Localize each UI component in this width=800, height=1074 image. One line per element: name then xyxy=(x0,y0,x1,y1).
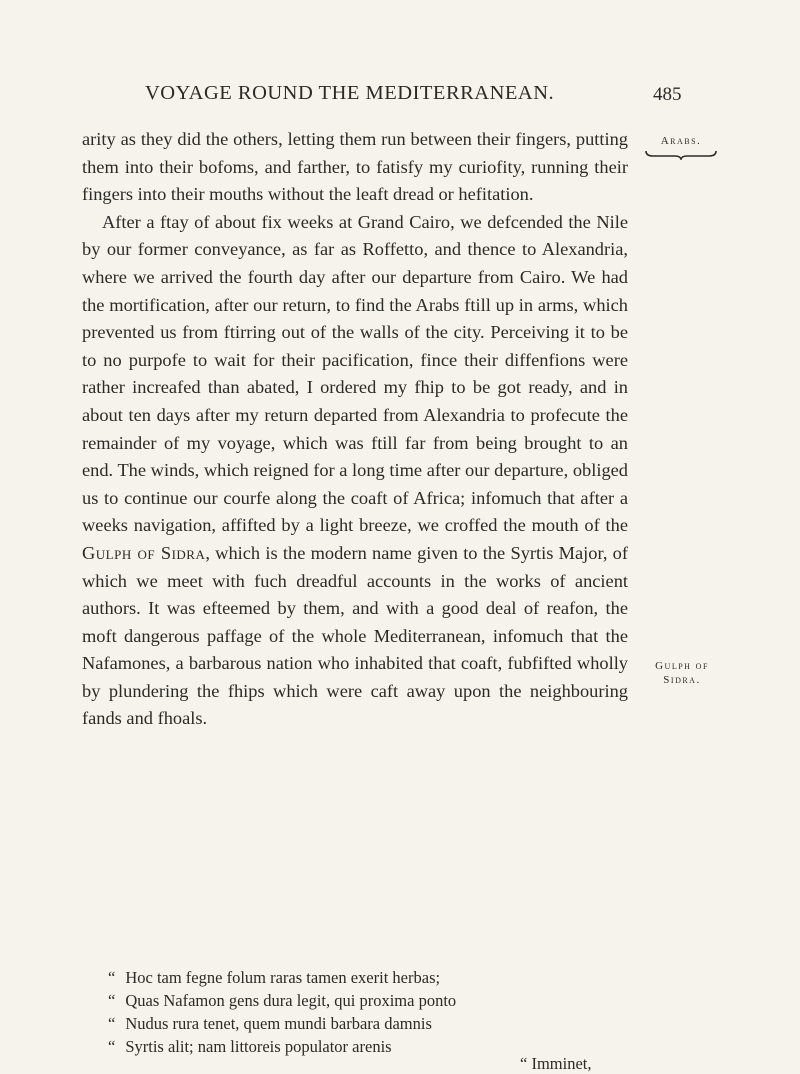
quote-mark: “ xyxy=(108,968,116,987)
quote-mark: “ xyxy=(108,1037,116,1056)
margin-note-arabs-label: Arabs. xyxy=(660,135,702,147)
margin-note-gulph-line2: Sidra. xyxy=(663,674,701,686)
page-number: 485 xyxy=(653,84,682,105)
margin-note-arabs xyxy=(636,134,726,160)
brace-icon xyxy=(645,150,717,160)
verse-line-text: Syrtis alit; nam littoreis populator arenis xyxy=(125,1037,392,1056)
quote-mark: “ xyxy=(108,1014,116,1033)
paragraph-2 xyxy=(82,209,628,733)
paragraph-1: arity as they did the others, letting them run between their fingers, putting them into their bofoms, and farther, to fatisfy my curiofity, running their fingers into their mouths without the leaft dread or hefitation. xyxy=(82,129,628,205)
running-title: VOYAGE ROUND THE MEDITERRANEAN. xyxy=(145,82,555,104)
body-text xyxy=(82,126,628,733)
verse-line xyxy=(108,1012,456,1035)
verse-line xyxy=(108,989,456,1012)
gulph-of-sidra-small-caps: Gulph of Sidra xyxy=(82,542,206,563)
margin-note-gulph-line1: Gulph of xyxy=(655,660,709,672)
quote-mark: “ xyxy=(108,991,116,1010)
paragraph-2-text-after: , which is the modern name given to the Syrtis Major, of which we meet with fuch dreadful accounts in the works of ancient authors. It was efteemed by them, and with a good deal of reafon, the moft dangerous paffage of the whole Mediterranean, infomuch that the Nafamones, a barbarous nation who inhabited that coaft, fubfifted wholly by plundering the fhips which were caft away upon the neighbouring fands and fhoals. xyxy=(82,542,629,729)
verse-line-text: Nudus rura tenet, quem mundi barbara damnis xyxy=(125,1014,432,1033)
verse-line xyxy=(108,966,456,989)
catchword: “ Imminet, xyxy=(520,1054,592,1073)
margin-note-gulph-of-sidra xyxy=(632,659,732,687)
verse-line-text: Hoc tam fegne folum raras tamen exerit herbas; xyxy=(125,968,441,987)
paragraph-2-text-before: After a ftay of about fix weeks at Grand Cairo, we defcended the Nile by our former conveyance, as far as Roffetto, and thence to Alexandria, where we arrived the fourth day after our departure from Cairo. We had the mortification, after our return, to find the Arabs ftill up in arms, which prevented us from ftirring out of the walls of the city. Perceiving it to be to no purpofe to wait for their pacification, fince their diffenfions were rather increafed than abated, I ordered my fhip to be got ready, and in about ten days after my return departed from Alexandria to profecute the remainder of my voyage, which was ftill far from being brought to an end. The winds, which reigned for a long time after our departure, obliged us to continue our courfe along the coaft of Africa; infomuch that after a weeks navigation, affifted by a light breeze, we croffed the mouth of the xyxy=(82,211,628,536)
verse-line-text: Quas Nafamon gens dura legit, qui proxima ponto xyxy=(125,991,457,1010)
running-header xyxy=(0,82,800,112)
latin-verse-quotation xyxy=(108,966,456,1058)
verse-line xyxy=(108,1035,456,1058)
